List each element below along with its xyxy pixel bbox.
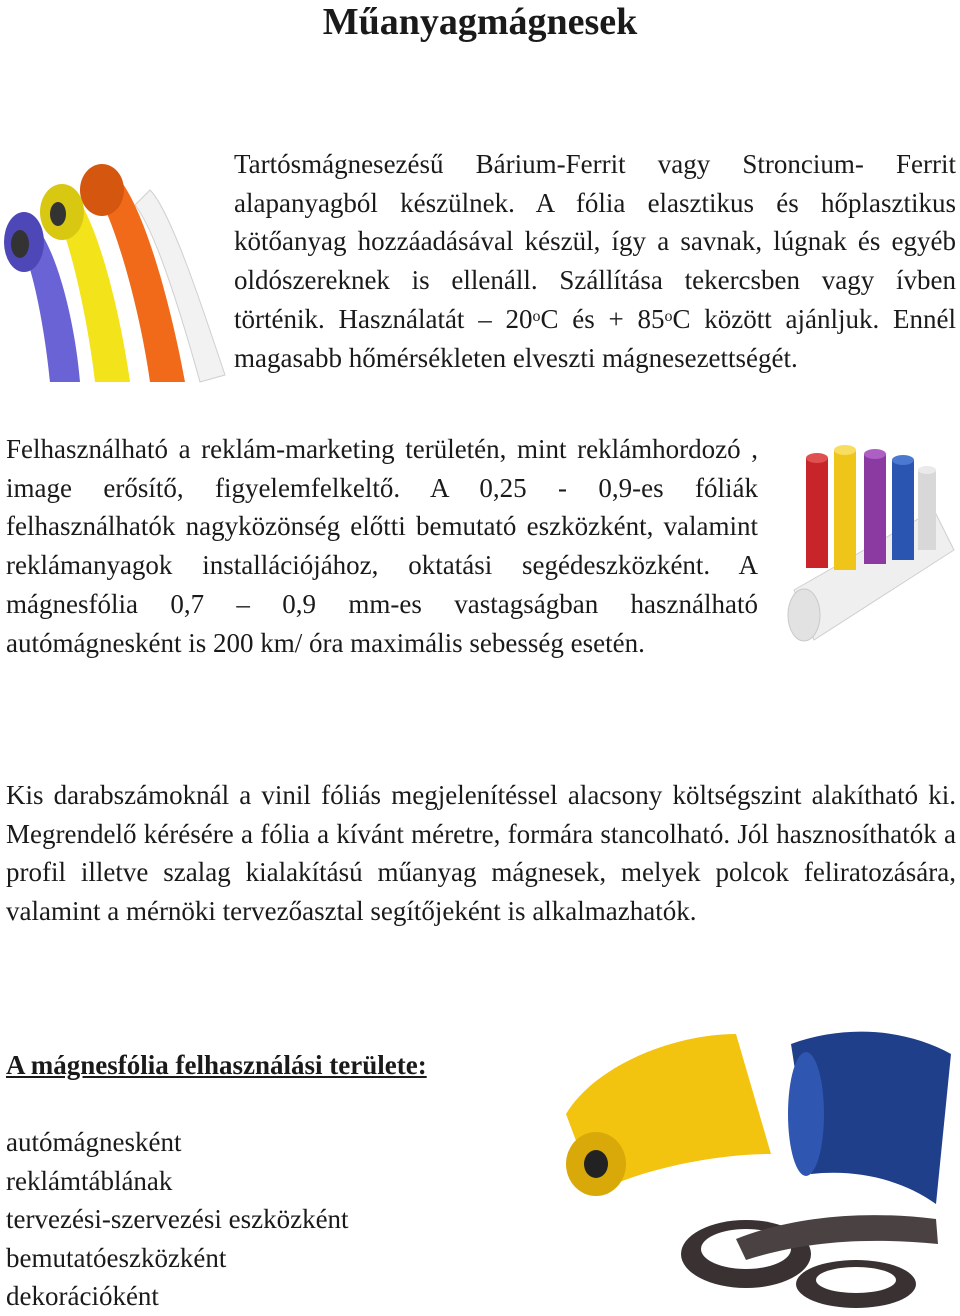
list-item: bemutatóeszközként bbox=[6, 1242, 227, 1273]
list-item: reklámtáblának bbox=[6, 1165, 173, 1196]
uses-list bbox=[6, 1123, 349, 1316]
degree-sup-1: o bbox=[532, 307, 541, 325]
list-item: autómágnesként bbox=[6, 1127, 182, 1157]
degree-sup-2: o bbox=[664, 307, 673, 325]
list-item: dekorációként bbox=[6, 1281, 159, 1311]
intro-paragraph: Tartósmágnesezésű Bárium-Ferrit vagy Stroncium- Ferrit alapanyagból készülnek. A fólia elasztikus és hőplasztikus kötőanyag hozzáadásával készül, így a savnak, lúgnak és egyéb oldószereknek is ellenáll. Szállítása tekercsben vagy ívben történik. Használatát – 20$^o$C és + $85^oC$ között ajánljuk. Ennél magasabb hőmérsékleten elveszti mágnesezettségét. bbox=[234, 149, 956, 373]
magnetic-sheets-image bbox=[556, 1004, 960, 1310]
uses-heading: A mágnesfólia felhasználási területe: bbox=[6, 1050, 427, 1080]
colored-rolls-image bbox=[784, 440, 960, 680]
page-title: Műanyagmágnesek bbox=[322, 1, 638, 43]
list-item: tervezési-szervezési eszközként bbox=[6, 1204, 349, 1234]
usage-paragraph: Felhasználható a reklám-marketing területén, mint reklámhordozó , image erősítő, figyelemfelkeltő. A 0,25 - 0,9-es fóliák felhasználhatók nagyközönség előtti bemutató eszközként, valamint reklámanyagok installációjához, oktatási segédeszközként. A mágnesfólia 0,7 – 0,9 mm-es vastagságban használható autómágnesként is 200 km/ óra maximális sebesség esetén. bbox=[6, 434, 758, 658]
production-paragraph: Kis darabszámoknál a vinil fóliás megjelenítéssel alacsony költségszint alakítható ki. Megrendelő kérésére a fólia a kívánt méretre, formára stancolható. Jól hasznosíthatók a profil illetve szalag kialakítású műanyag mágnesek, melyek polcok feliratozására, valamint a mérnöki tervezőasztal segítőjeként is alkalmazhatók. bbox=[6, 780, 956, 927]
